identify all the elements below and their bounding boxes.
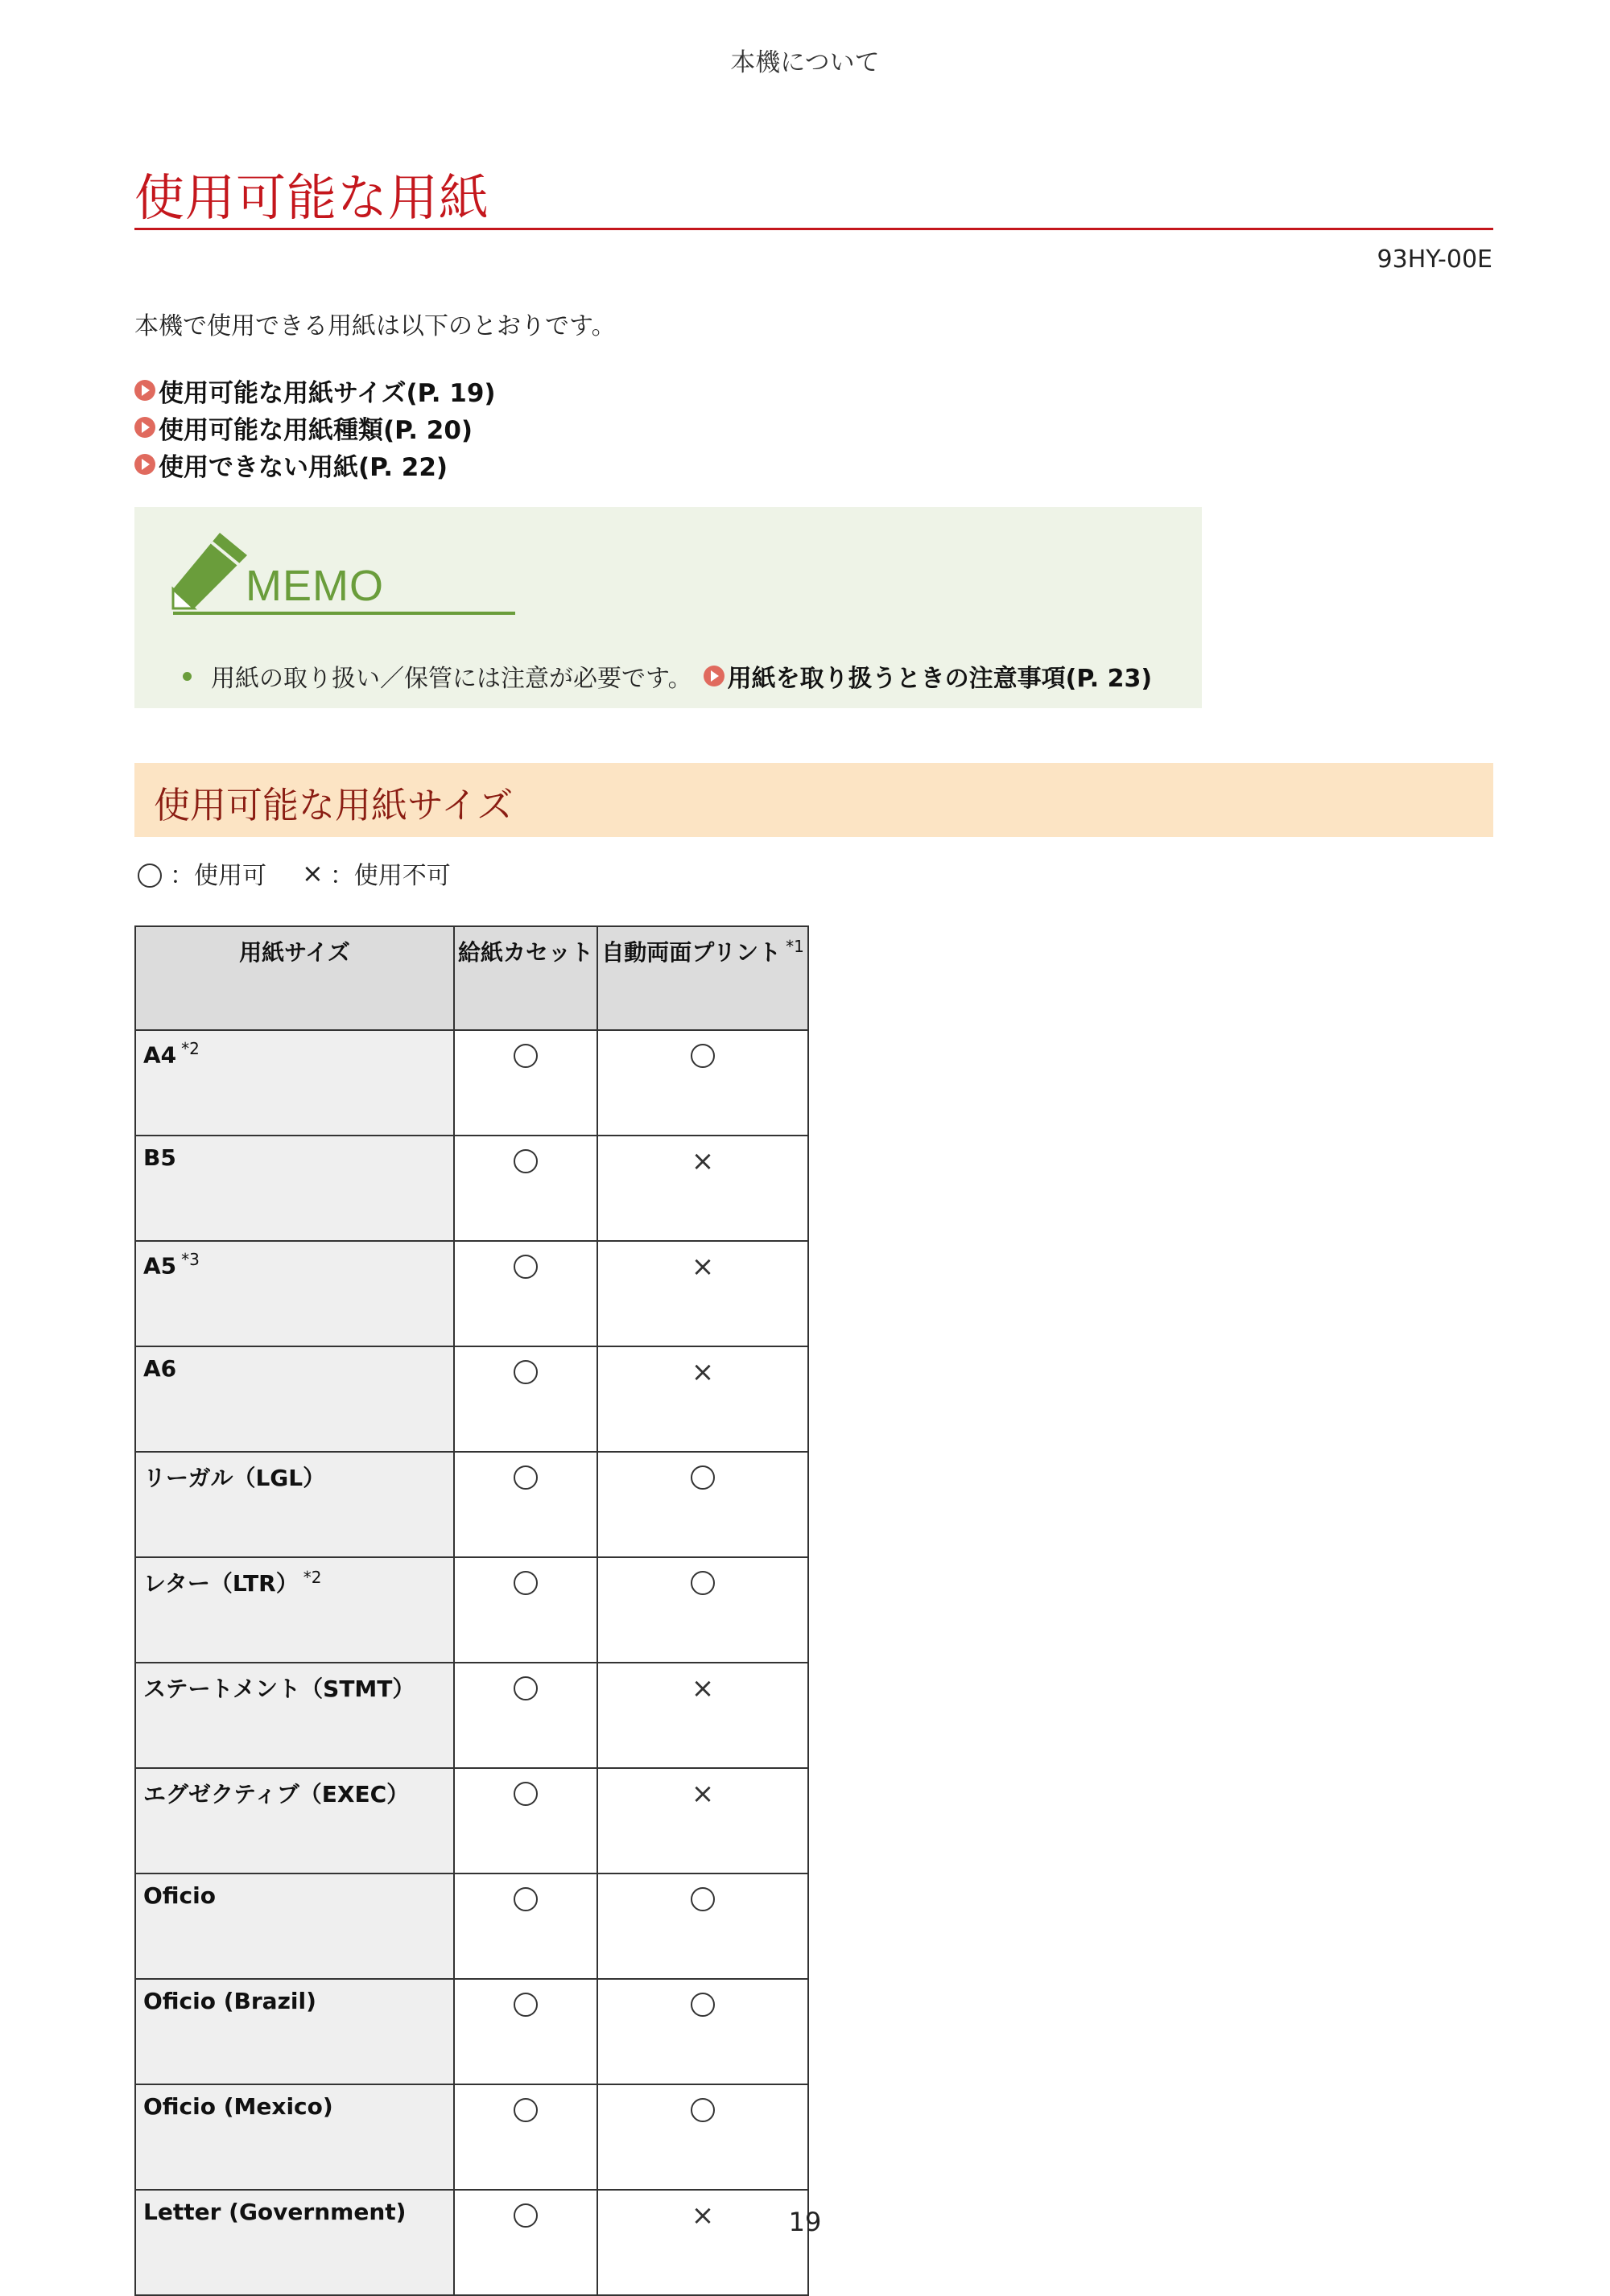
duplex-support <box>597 2190 808 2295</box>
paper-size-name: Oficio (Brazil) <box>135 1979 454 2084</box>
cassette-support <box>454 1663 597 1768</box>
header-cassette: 給紙カセット <box>454 926 597 1030</box>
paper-size-name: Oficio <box>135 1873 454 1979</box>
memo-underline <box>173 612 515 615</box>
cassette-support <box>454 1030 597 1136</box>
duplex-support <box>597 1452 808 1557</box>
circle-icon <box>691 1465 715 1490</box>
cassette-support <box>454 2190 597 2295</box>
memo-box <box>134 507 1202 708</box>
circle-icon <box>514 1676 538 1700</box>
title-rule <box>134 228 1493 230</box>
circle-icon <box>514 1887 538 1911</box>
bullet-icon <box>183 672 192 681</box>
paper-size-name: レター（LTR） $^{*2}$ <box>135 1557 454 1663</box>
legend-ng: ：使用不可 <box>329 862 451 890</box>
duplex-support <box>597 1768 808 1873</box>
table-row <box>135 1136 808 1241</box>
intro-text: 本機で使用できる用紙は以下のとおりです。 <box>134 312 616 340</box>
cassette-support <box>454 1768 597 1873</box>
circle-icon <box>691 1887 715 1911</box>
duplex-support <box>597 1873 808 1979</box>
paper-size-name: ステートメント（STMT） <box>135 1663 454 1768</box>
circle-icon <box>691 1571 715 1595</box>
memo-text: 用紙の取り扱い／保管には注意が必要です。 <box>211 665 692 693</box>
circle-icon <box>514 1993 538 2017</box>
arrow-right-circle-icon <box>134 380 155 401</box>
table-row <box>135 2190 808 2295</box>
circle-icon <box>514 2098 538 2122</box>
table-row <box>135 1873 808 1979</box>
duplex-support <box>597 2084 808 2190</box>
section-header <box>134 763 1493 837</box>
footnote-ref: *2 <box>181 1039 200 1058</box>
link-paper-handling[interactable] <box>704 658 1153 694</box>
pencil-icon <box>170 531 250 612</box>
cassette-support <box>454 2084 597 2190</box>
paper-size-name: Letter (Government) <box>135 2190 454 2295</box>
footnote-ref: *3 <box>181 1250 200 1269</box>
table-row <box>135 1452 808 1557</box>
legend-ok: ：使用可 <box>170 862 266 890</box>
paper-size-name: A6 <box>135 1346 454 1452</box>
circle-icon <box>514 1360 538 1384</box>
circle-icon <box>514 1149 538 1173</box>
duplex-support <box>597 1557 808 1663</box>
table-header-row <box>135 926 808 1030</box>
duplex-support <box>597 1136 808 1241</box>
arrow-right-circle-icon <box>134 454 155 475</box>
paper-size-name: A5 $^{*3}$ <box>135 1241 454 1346</box>
cross-icon: × <box>691 1356 715 1388</box>
circle-icon <box>514 1782 538 1806</box>
table-row <box>135 1030 808 1136</box>
cross-icon: × <box>691 1145 715 1177</box>
link-unusable-paper[interactable] <box>134 446 496 483</box>
table-row <box>135 1768 808 1873</box>
table-row <box>135 1557 808 1663</box>
link-label: 使用可能な用紙サイズ(P. 19) <box>159 378 496 408</box>
circle-icon <box>514 1044 538 1068</box>
link-paper-types[interactable] <box>134 409 496 446</box>
link-label: 用紙を取り扱うときの注意事項(P. 23) <box>727 665 1153 693</box>
duplex-support <box>597 1346 808 1452</box>
cassette-support <box>454 1346 597 1452</box>
cross-icon: × <box>691 2199 715 2232</box>
table-row <box>135 1979 808 2084</box>
arrow-right-circle-icon <box>134 417 155 438</box>
duplex-support <box>597 1979 808 2084</box>
paper-size-name: リーガル（LGL） <box>135 1452 454 1557</box>
cross-icon: × <box>691 1251 715 1283</box>
cassette-support <box>454 1873 597 1979</box>
cross-icon: × <box>691 1778 715 1810</box>
memo-label: MEMO <box>246 562 384 610</box>
circle-icon <box>691 1044 715 1068</box>
footnote-ref: *1 <box>786 936 804 956</box>
circle-icon <box>514 1571 538 1595</box>
link-paper-sizes[interactable] <box>134 372 496 409</box>
cassette-support <box>454 1979 597 2084</box>
header-duplex: 自動両面プリント $^{*1}$ <box>597 926 808 1030</box>
paper-size-name: Oficio (Mexico) <box>135 2084 454 2190</box>
memo-item <box>183 658 1152 694</box>
circle-icon <box>138 864 162 888</box>
paper-size-name: エグゼクティブ（EXEC） <box>135 1768 454 1873</box>
cassette-support <box>454 1452 597 1557</box>
cross-icon: × <box>302 858 324 888</box>
cassette-support <box>454 1241 597 1346</box>
page-title: 使用可能な用紙 <box>134 168 490 227</box>
circle-icon <box>691 2098 715 2122</box>
cross-icon: × <box>691 1672 715 1704</box>
duplex-support <box>597 1241 808 1346</box>
cassette-support <box>454 1136 597 1241</box>
table-row <box>135 1346 808 1452</box>
table-row <box>135 2084 808 2190</box>
table-row <box>135 1663 808 1768</box>
link-label: 使用できない用紙(P. 22) <box>159 452 448 482</box>
page-number: 19 <box>788 2207 822 2237</box>
footnote-ref: *2 <box>303 1567 322 1587</box>
link-label: 使用可能な用紙種類(P. 20) <box>159 415 473 445</box>
circle-icon <box>514 1255 538 1279</box>
cassette-support <box>454 1557 597 1663</box>
running-header: 本機について <box>730 48 880 77</box>
circle-icon <box>514 1465 538 1490</box>
paper-size-name: A4 $^{*2}$ <box>135 1030 454 1136</box>
duplex-support <box>597 1030 808 1136</box>
header-paper-size: 用紙サイズ <box>135 926 454 1030</box>
arrow-right-circle-icon <box>704 666 724 686</box>
paper-size-name: B5 <box>135 1136 454 1241</box>
document-id: 93HY-00E <box>1377 245 1492 274</box>
duplex-support <box>597 1663 808 1768</box>
table-row <box>135 1241 808 1346</box>
topic-links <box>134 372 496 483</box>
circle-icon <box>691 1993 715 2017</box>
legend <box>134 855 451 891</box>
paper-size-table <box>134 925 809 2296</box>
section-title: 使用可能な用紙サイズ <box>154 784 514 826</box>
